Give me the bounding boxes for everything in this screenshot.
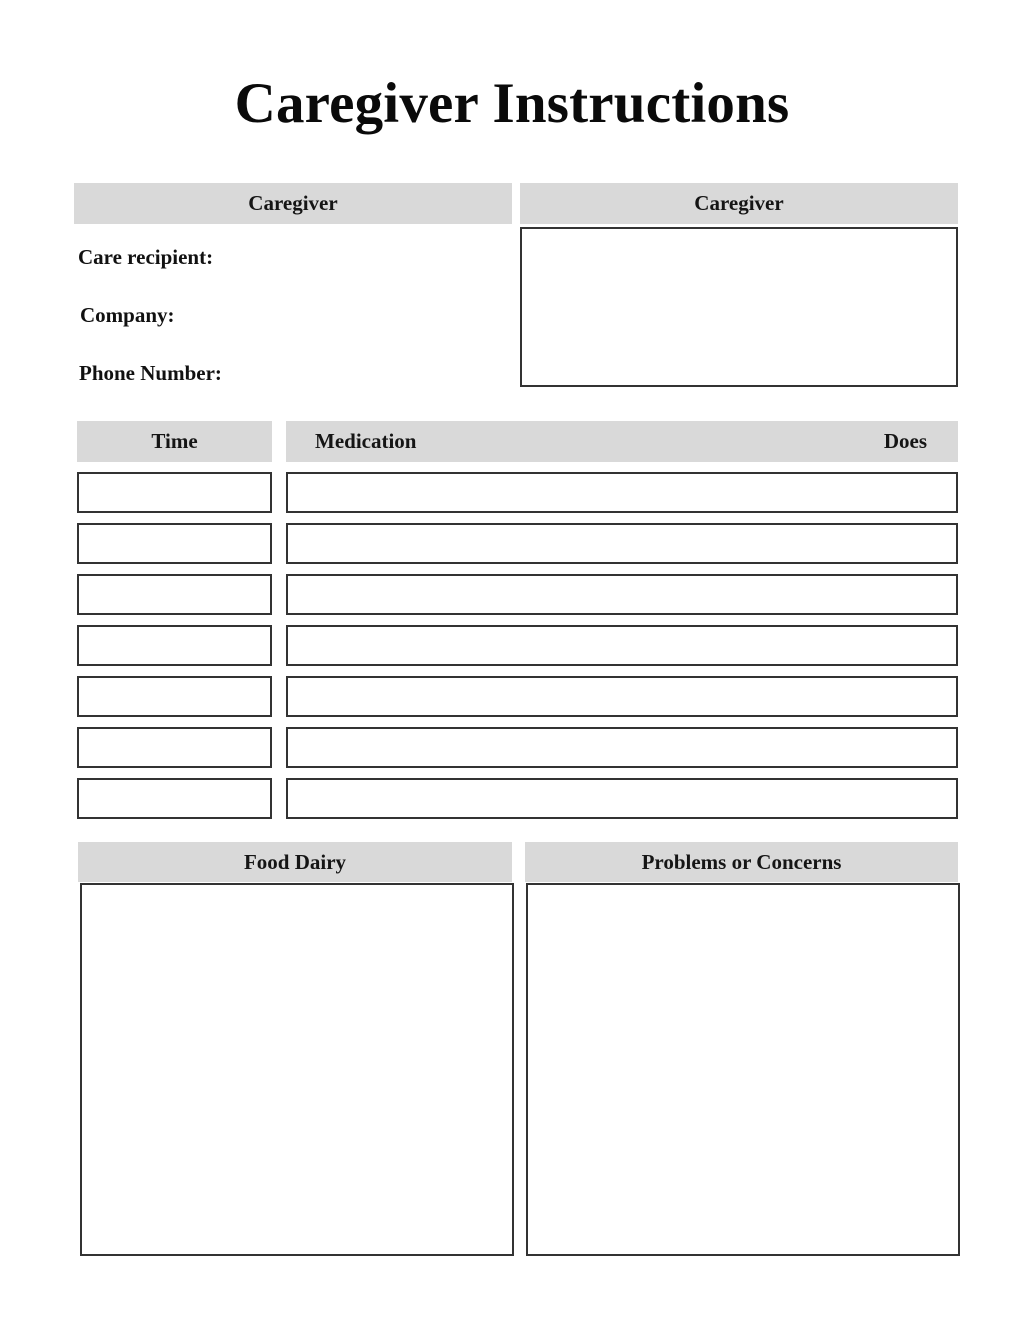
- caregiver-notes-box[interactable]: [520, 227, 958, 387]
- time-cell-3[interactable]: [77, 574, 272, 615]
- time-cell-5[interactable]: [77, 676, 272, 717]
- medication-cell-7[interactable]: [286, 778, 958, 819]
- medication-cell-3[interactable]: [286, 574, 958, 615]
- caregiver-right-header: Caregiver: [520, 183, 958, 224]
- time-cell-4[interactable]: [77, 625, 272, 666]
- problems-box[interactable]: [526, 883, 960, 1256]
- medication-cell-5[interactable]: [286, 676, 958, 717]
- medication-cell-1[interactable]: [286, 472, 958, 513]
- time-cell-6[interactable]: [77, 727, 272, 768]
- time-cell-7[interactable]: [77, 778, 272, 819]
- time-header: Time: [77, 421, 272, 462]
- company-label: Company:: [80, 303, 175, 327]
- food-diary-box[interactable]: [80, 883, 514, 1256]
- medication-header: [286, 421, 958, 462]
- medication-cell-6[interactable]: [286, 727, 958, 768]
- medication-cell-2[interactable]: [286, 523, 958, 564]
- medication-header-label: Medication: [315, 429, 417, 453]
- time-cell-2[interactable]: [77, 523, 272, 564]
- caregiver-left-header: Caregiver: [74, 183, 512, 224]
- food-diary-header: Food Dairy: [78, 842, 512, 882]
- medication-cell-4[interactable]: [286, 625, 958, 666]
- dose-header-label: Does: [883, 429, 927, 453]
- time-cell-1[interactable]: [77, 472, 272, 513]
- care-recipient-label: Care recipient:: [78, 245, 214, 269]
- problems-header: Problems or Concerns: [525, 842, 958, 882]
- page-title: Caregiver Instructions: [234, 72, 790, 135]
- phone-number-label: Phone Number:: [79, 361, 222, 385]
